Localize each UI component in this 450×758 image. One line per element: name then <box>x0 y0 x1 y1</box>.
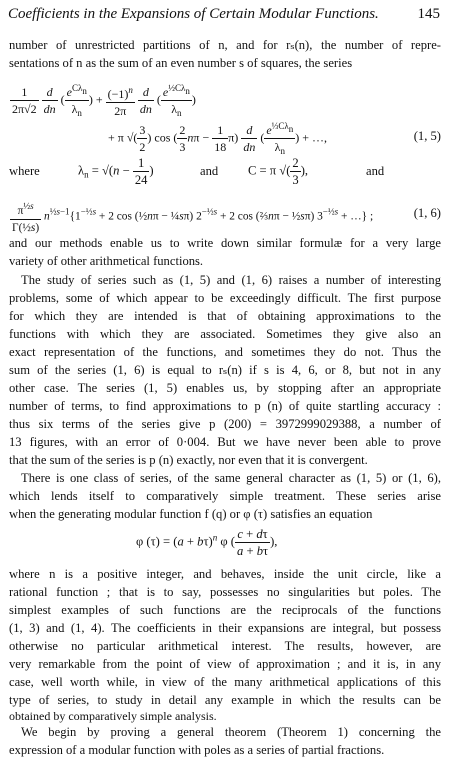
equation-phi: φ $(\tau) = (a + b\tau)^n$ φ ( $\frac{c + d\tau}{a + b\tau}$ ), <box>136 527 278 558</box>
text-line: otherwise no particular arithmetical interest. The results, however, are <box>9 639 441 653</box>
text-line: exact representation of the functions, and sometimes they do not. Thus the <box>9 345 441 359</box>
lambda-definition: $\lambda_n = √(n$ − $\frac{1}{24}$ ) <box>78 156 154 187</box>
equation-1-5-line2: + π √( $\frac{3}{2}$ ) cos ( $\frac{2}{3}$ nπ − $\frac{1}{18}$ π) $\frac{d}{dn}$ ( $\frac{e^{\frac{1}{3}C\lambda n}}{\lambda_n}$ ) + …, <box>108 118 327 159</box>
equation-number: (1, 6) <box>413 206 441 220</box>
text-line: very remarkable from the point of view of approximation ; and it is, in any <box>9 657 441 671</box>
page-number: 145 <box>417 6 440 22</box>
text-line: sum of the series (1, 6) is equal to rₛ(n) if s is 4, 6, or 8, but not in any <box>9 363 441 377</box>
text-line: for which they are intended is that of obtaining approximations to the <box>9 309 441 323</box>
text-line: that the sum of the series is p (n) exactly, nor even that it is convergent. <box>9 453 368 467</box>
running-title: Coefficients in the Expansions of Certain Modular Functions. <box>8 6 379 22</box>
text-line: sentations of n as the sum of an even number s of squares, the series <box>9 56 353 70</box>
c-definition: C = π √( $\frac{2}{3}$ ), <box>248 156 309 187</box>
text-line: other case. The series (1, 5) enables us, by stopping after an appropriate <box>9 381 441 395</box>
text-line: problems, some of which appear to be exceedingly difficult. The first purpose <box>9 291 441 305</box>
text-line: number of terms, to find approximations to p (n) of quite startling accuracy : <box>9 399 441 413</box>
text-line: The study of series such as (1, 5) and (1, 6) raises a number of interesting <box>21 273 441 287</box>
text-line: simplest examples of such functions are the reciprocals of the functions <box>9 603 441 617</box>
text-line: obtained by comparatively simple analysis. <box>9 709 217 723</box>
text-line: when the generating modular function f (q) or φ (τ) satisfies an equation <box>9 507 373 521</box>
text-line: type of series, to study in detail any example in which the results can be <box>9 693 441 707</box>
and-label: and <box>366 164 385 178</box>
and-label: and <box>200 164 219 178</box>
text-line: 13 figures, with an error of 0·004. But we have never been able to prove <box>9 435 441 449</box>
equation-number: (1, 5) <box>413 129 441 143</box>
where-label: where <box>9 164 40 178</box>
equation-1-5-line1: $\frac{1}{2\pi√2}$ $\frac{d}{dn}$ ( $\frac{e^{C\lambda n}}{\lambda_n}$ ) + $\frac{(-1)^n}{2\pi}$ $\frac{d}{dn}$ ( $\frac{e^{\frac{1}{2}C\lambda n}}{\lambda_n}$ ) <box>10 80 196 121</box>
text-line: which lends itself to comparatively simple treatment. These series arise <box>9 489 441 503</box>
text-line: There is one class of series, of the same general character as (1, 5) or (1, 6), <box>21 471 441 485</box>
running-header <box>8 6 440 28</box>
text-line: rational function ; that is to say, possesses no singularities but poles. The <box>9 585 441 599</box>
text-line: case, well worth while, in view of the many arithmetical applications of this <box>9 675 441 689</box>
text-line: where n is a positive integer, and behaves, inside the unit circle, like a <box>9 567 441 581</box>
text-line: (1, 3) and (1, 4). The coefficients in their expansions are integral, but possess <box>9 621 441 635</box>
text-line: expression of a modular function with poles as a series of partial fractions. <box>9 743 385 757</box>
equation-1-6: $\frac{\pi^{\frac{1}{2}s}}{\text{Γ(½s)}}$ $n^{\frac{1}{2}s-1}\{1^{-\frac{1}{2}s} + 2$ cos (½nπ − ¼sπ) $2^{-\frac{1}{2}s} + 2$ cos (⅔nπ − ½sπ) $3^{-\frac{1}{2}s}$ + …} ; <box>10 198 373 236</box>
text-line: and our methods enable us to write down similar formulæ for a very large <box>9 236 441 250</box>
text-line: number of unrestricted partitions of n, and for rₛ(n), the number of repre- <box>9 38 441 52</box>
text-line: functions with which they are associated. Sometimes they give also an <box>9 327 441 341</box>
text-line: variety of other arithmetical functions. <box>9 254 204 268</box>
text-line: We begin by proving a general theorem (Theorem 1) concerning the <box>21 725 441 739</box>
text-line: thus six terms of the series give p (200) = 3972999029388, a number of <box>9 417 441 431</box>
